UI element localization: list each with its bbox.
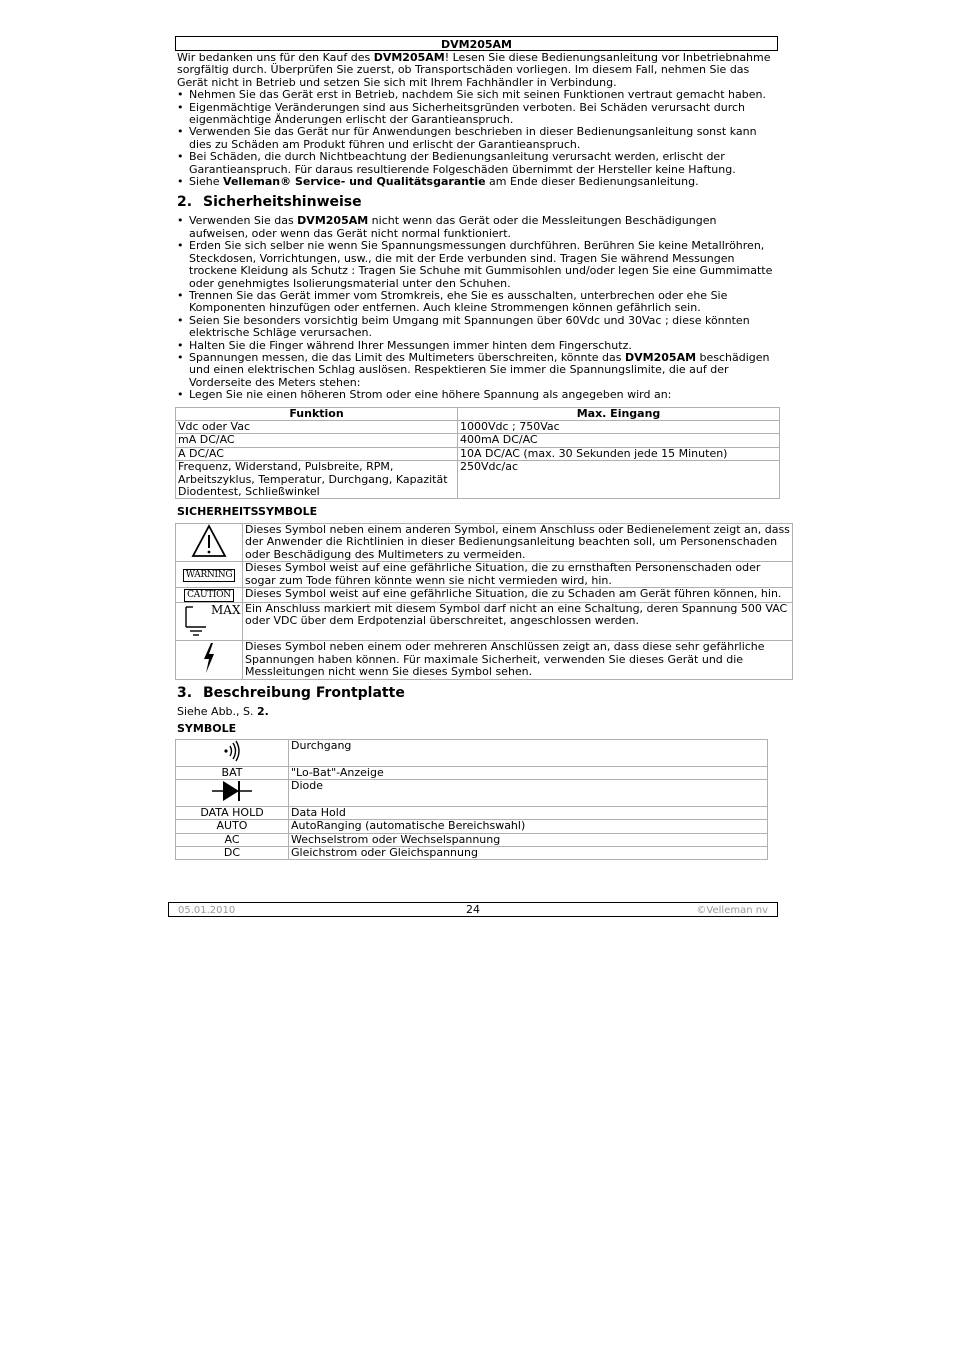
- safety-bullet-list: [175, 215, 777, 401]
- table-cell: [176, 562, 243, 588]
- page-number: 24: [466, 903, 480, 916]
- intro-text-pre: Wir bedanken uns für den Kauf des: [177, 51, 374, 64]
- table-cell: [176, 603, 243, 641]
- table-cell: Dieses Symbol weist auf eine gefährliche Situation, die zu Schaden am Gerät führen können, hin.: [243, 588, 793, 603]
- table-row: [176, 588, 793, 603]
- warning-triangle-icon: [191, 524, 227, 558]
- safety-symbols-table: [175, 523, 793, 680]
- table-cell: Dieses Symbol neben einem anderen Symbol, einem Anschluss oder Bedienelement zeigt an, dass der Anwender die Richtlinien in dieser Bedienungsanleitung beachten soll, um Personenschaden oder Beschädigung des Multimeters zu vermeiden.: [243, 523, 793, 561]
- table-cell: Diode: [289, 780, 768, 806]
- table-row: [176, 603, 793, 641]
- table-cell: AC: [176, 833, 289, 846]
- section-title: Sicherheitshinweise: [203, 194, 362, 211]
- table-cell: BAT: [176, 766, 289, 779]
- table-cell: Frequenz, Widerstand, Pulsbreite, RPM, Arbeitszyklus, Temperatur, Durchgang, Kapazität Diodentest, Schließwinkel: [176, 461, 458, 499]
- list-item: • Verwenden Sie das Gerät nur für Anwendungen beschrieben in dieser Bedienungsanleitung sonst kann dies zu Schäden am Produkt führen und erlischt der Garantieanspruch.: [177, 126, 777, 151]
- continuity-icon: [222, 740, 242, 762]
- text: Verwenden Sie das: [189, 214, 298, 228]
- table-cell: [176, 588, 243, 603]
- list-item: [177, 215, 777, 240]
- page-content: [175, 36, 793, 860]
- page-header: DVM205AM: [175, 36, 778, 51]
- list-item: • Halten Sie die Finger während Ihrer Messungen immer hinten dem Fingerschutz.: [177, 340, 777, 352]
- table-cell: 10A DC/AC (max. 30 Sekunden jede 15 Minuten): [458, 447, 780, 460]
- table-header-row: [176, 407, 780, 420]
- footer-date: 05.01.2010: [178, 905, 236, 916]
- section-number: 3.: [177, 684, 193, 701]
- table-cell: [176, 740, 289, 766]
- diode-icon: [211, 780, 253, 802]
- text: Siehe Abb., S.: [177, 704, 257, 718]
- table-cell: Durchgang: [289, 740, 768, 766]
- table-cell: 1000Vdc ; 750Vac: [458, 420, 780, 433]
- lightning-icon: [201, 642, 217, 674]
- table-cell: Dieses Symbol weist auf eine gefährliche Situation, die zu ernsthaften Personenschaden oder sogar zum Tode führen könnte wenn sie nicht vermieden wird, hin.: [243, 562, 793, 588]
- table-cell: "Lo-Bat"-Anzeige: [289, 766, 768, 779]
- section-number: 2.: [177, 194, 193, 211]
- warning-label-icon: WARNING: [183, 569, 235, 582]
- table-row: [176, 833, 768, 846]
- table-row: [176, 740, 768, 766]
- text: Spannungen messen, die das Limit des Multimeters überschreiten, könnte das: [189, 350, 626, 364]
- list-item: [177, 352, 777, 389]
- table-cell: A DC/AC: [176, 447, 458, 460]
- safety-symbols-title: SICHERHEITSSYMBOLE: [177, 505, 318, 519]
- table-cell: Wechselstrom oder Wechselspannung: [289, 833, 768, 846]
- figure-reference: [177, 706, 793, 718]
- table-cell: DC: [176, 846, 289, 859]
- table-cell: Dieses Symbol neben einem oder mehreren Anschlüssen zeigt an, dass diese sehr gefährliche Spannungen haben können. Für maximale Sicherheit, verwenden Sie dieses Gerät und die Messleitungen nicht wenn Sie dieses Symbol sehen.: [243, 641, 793, 679]
- table-row: [176, 562, 793, 588]
- table-row: [176, 523, 793, 561]
- symbols-title: SYMBOLE: [177, 722, 237, 736]
- table-cell: AUTO: [176, 820, 289, 833]
- section-heading-2: [177, 194, 793, 210]
- footer-copyright: ©Velleman nv: [696, 905, 768, 916]
- text: am Ende dieser Bedienungsanleitung.: [485, 175, 699, 189]
- table-row: [176, 846, 768, 859]
- list-item: • Erden Sie sich selber nie wenn Sie Spannungsmessungen durchführen. Berühren Sie keine Metallröhren, Steckdosen, Vorrichtungen, usw., die mit der Erde verbunden sind. Tragen Sie während Messungen trockene Kleidung als Schutz : Tragen Sie Schuhe mit Gummisohlen und/oder legen Sie eine Gummimatte oder genehmigtes Isolierungsmaterial unter den Schuhen.: [177, 240, 777, 290]
- table-cell: AutoRanging (automatische Bereichswahl): [289, 820, 768, 833]
- list-item: • Nehmen Sie das Gerät erst in Betrieb, nachdem Sie sich mit seinen Funktionen vertraut gemacht haben.: [177, 89, 777, 101]
- intro-text-post: ! Lesen Sie diese Bedienungsanleitung vor Inbetriebnahme sorgfältig durch. Überprüfen Sie zuerst, ob Transportschäden vorliegen. Im diesem Fall, nehmen Sie das Gerät nicht in Betrieb und setzen Sie sich mit Ihrem Fachhändler in Verbindung.: [177, 51, 771, 89]
- list-item: • Legen Sie nie einen höheren Strom oder eine höhere Spannung als angegeben wird an:: [177, 389, 777, 401]
- table-cell: mA DC/AC: [176, 434, 458, 447]
- table-cell: DATA HOLD: [176, 806, 289, 819]
- table-cell: Gleichstrom oder Gleichspannung: [289, 846, 768, 859]
- text: beschädigen und einen elektrischen Schlag auslösen. Respektieren Sie immer die Spannungslimite, die auf der Vorderseite des Meters stehen:: [189, 350, 770, 389]
- table-cell: [176, 523, 243, 561]
- table-row: [176, 806, 768, 819]
- table-row: [176, 434, 780, 447]
- list-item: • Trennen Sie das Gerät immer vom Stromkreis, ehe Sie es ausschalten, unterbrechen oder ehe Sie Komponenten hinzufügen oder entfernen. Auch kleine Strommengen können gefährlich sein.: [177, 290, 777, 315]
- table-cell: [176, 780, 289, 806]
- model: DVM205AM: [625, 350, 697, 364]
- text: Siehe: [189, 175, 224, 189]
- ground-icon: [185, 605, 207, 637]
- column-header: Funktion: [176, 407, 458, 420]
- table-row: [176, 641, 793, 679]
- front-panel-symbols-table: [175, 739, 768, 860]
- section-heading-3: [177, 685, 793, 701]
- table-cell: Vdc oder Vac: [176, 420, 458, 433]
- list-item: • Bei Schäden, die durch Nichtbeachtung der Bedienungsanleitung verursacht werden, erlischt der Garantieanspruch. Für daraus resultierende Folgeschäden übernimmt der Hersteller keine Haftung.: [177, 151, 777, 176]
- table-row: [176, 766, 768, 779]
- model: DVM205AM: [297, 214, 369, 228]
- intro-model: DVM205AM: [373, 51, 445, 64]
- table-cell: [176, 641, 243, 679]
- max-input-table: [175, 407, 780, 500]
- intro-paragraph: [177, 52, 777, 89]
- guarantee-title: Velleman® Service- und Qualitätsgarantie: [223, 175, 486, 189]
- max-label: MAX: [211, 603, 241, 618]
- page-ref: 2.: [257, 704, 269, 718]
- caution-label-icon: CAUTION: [184, 589, 234, 602]
- table-row: [176, 447, 780, 460]
- table-cell: Ein Anschluss markiert mit diesem Symbol darf nicht an eine Schaltung, deren Spannung 500 VAC oder VDC über dem Erdpotenzial überschreitet, angeschlossen werden.: [243, 603, 793, 641]
- table-row: [176, 420, 780, 433]
- text: nicht wenn das Gerät oder die Messleitungen Beschädigungen aufweisen, oder wenn das Gerät nicht normal funktioniert.: [189, 214, 717, 240]
- page-footer: [168, 902, 778, 917]
- table-row: [176, 780, 768, 806]
- table-cell: 250Vdc/ac: [458, 461, 780, 499]
- section-title: Beschreibung Frontplatte: [203, 684, 405, 701]
- table-cell: Data Hold: [289, 806, 768, 819]
- list-item: • Seien Sie besonders vorsichtig beim Umgang mit Spannungen über 60Vdc und 30Vac ; diese könnten elektrische Schläge verursachen.: [177, 315, 777, 340]
- column-header: Max. Eingang: [458, 407, 780, 420]
- list-item: • Eigenmächtige Veränderungen sind aus Sicherheitsgründen verboten. Bei Schäden verursacht durch eigenmächtige Änderungen erlischt der Garantieanspruch.: [177, 102, 777, 127]
- intro-bullet-list: [175, 89, 777, 188]
- table-cell: 400mA DC/AC: [458, 434, 780, 447]
- list-item: [177, 176, 777, 188]
- table-row: [176, 820, 768, 833]
- ground-max-icon: [179, 603, 239, 637]
- table-row: [176, 461, 780, 499]
